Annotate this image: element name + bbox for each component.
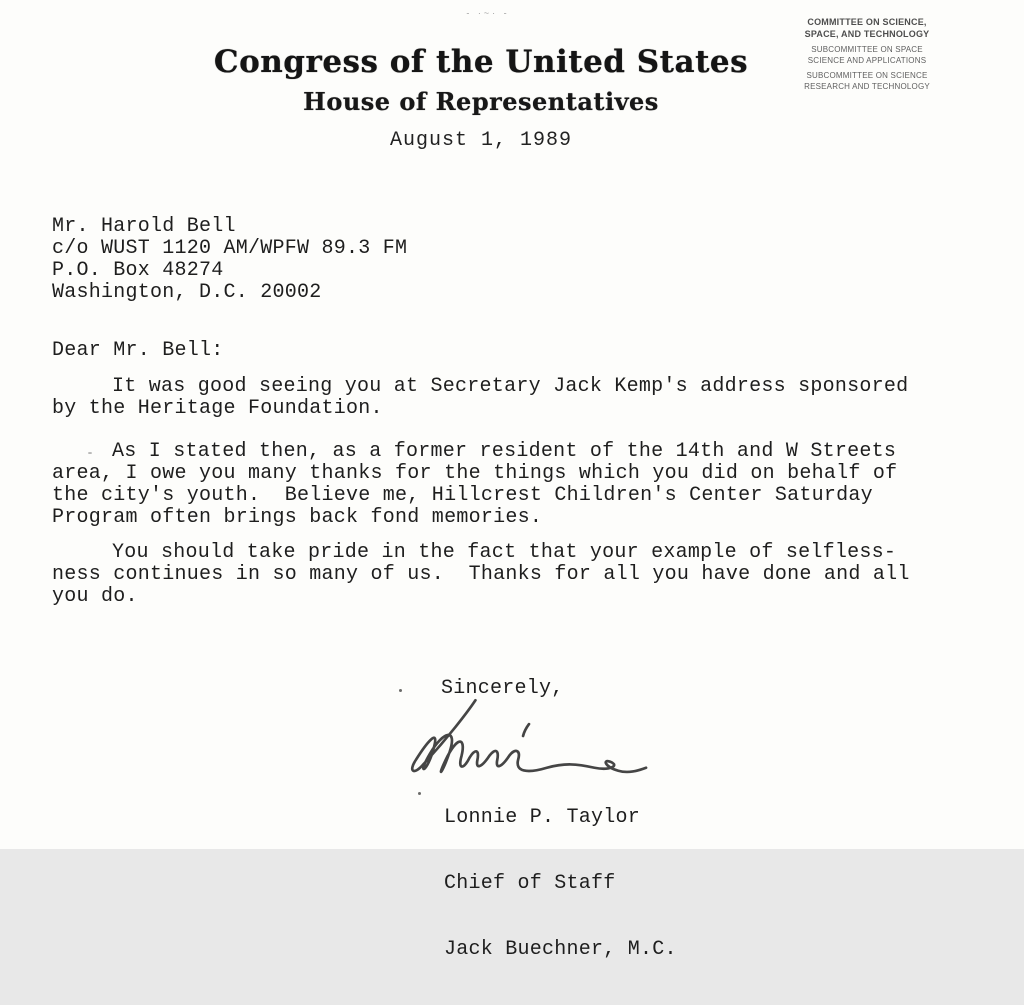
letterhead-chamber: House of Representatives (303, 87, 659, 116)
valediction: Sincerely, (441, 677, 564, 700)
recipient-address (52, 216, 407, 304)
committee-name (796, 16, 938, 40)
text-line: RESEARCH AND TECHNOLOGY (804, 82, 930, 91)
scan-speck (418, 792, 421, 795)
text-line: P.O. Box 48274 (52, 259, 224, 282)
text-line: As I stated then, as a former resident of the 14th and W Streets (112, 440, 897, 463)
text-line: SPACE, AND TECHNOLOGY (804, 29, 930, 39)
text-line: Washington, D.C. 20002 (52, 281, 322, 304)
text-line: SUBCOMMITTEE ON SPACE (811, 45, 923, 54)
subcommittee-space-science (796, 44, 938, 66)
body-paragraph-1 (52, 376, 962, 420)
text-line: the city's youth. Believe me, Hillcrest Children's Center Saturday (52, 484, 873, 507)
text-line: SCIENCE AND APPLICATIONS (807, 56, 927, 65)
signature-block (444, 763, 677, 1005)
subcommittee-science-research (796, 70, 938, 92)
text-line: It was good seeing you at Secretary Jack Kemp's address sponsored (112, 375, 909, 398)
text-line: ness continues in so many of us. Thanks for all you have done and all (52, 563, 910, 586)
text-line: You should take pride in the fact that your example of selfless- (112, 541, 897, 564)
committee-block (796, 16, 938, 92)
body-paragraph-2 (52, 441, 962, 529)
text-line: Mr. Harold Bell (52, 215, 236, 238)
scan-speck (399, 689, 402, 692)
letter-date: August 1, 1989 (389, 129, 573, 152)
signer-title: Chief of Staff (444, 872, 616, 895)
text-line: by the Heritage Foundation. (52, 397, 383, 420)
member-name: Jack Buechner, M.C. (444, 938, 677, 961)
text-line: Program often brings back fond memories. (52, 506, 543, 529)
signer-name: Lonnie P. Taylor (444, 806, 641, 829)
scan-speck (88, 452, 92, 454)
text-line: area, I owe you many thanks for the things which you did on behalf of (52, 462, 898, 485)
text-line: c/o WUST 1120 AM/WPFW 89.3 FM (52, 237, 408, 260)
body-paragraph-3 (52, 542, 962, 608)
scan-artifact-smudge: - ·~· - (466, 9, 510, 17)
text-line: COMMITTEE ON SCIENCE, (807, 17, 927, 27)
text-line: you do. (52, 585, 138, 608)
text-line: SUBCOMMITTEE ON SCIENCE (806, 71, 928, 80)
letterhead-organization: Congress of the United States (213, 44, 749, 80)
salutation: Dear Mr. Bell: (52, 339, 224, 362)
